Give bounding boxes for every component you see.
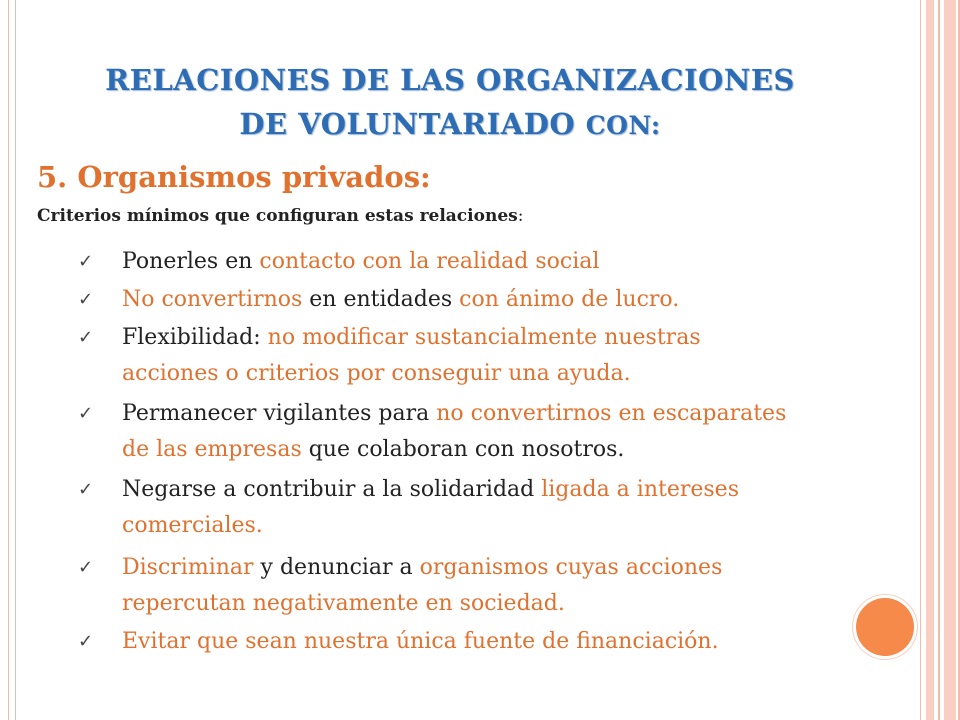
list-item [78, 244, 928, 280]
checkmark-icon: ✓ [78, 479, 94, 500]
list-item-line [122, 432, 928, 468]
left-border-decoration [8, 0, 16, 720]
slide-title [40, 58, 860, 148]
list-item-text: no modificar sustancialmente nuestras [267, 325, 701, 350]
list-item-text: Evitar que sean nuestra única fuente de financiación. [122, 629, 719, 654]
intro-text [37, 206, 523, 226]
intro-colon: : [517, 206, 524, 226]
checkmark-icon: ✓ [78, 251, 94, 272]
list-item-text: No convertirnos [122, 287, 303, 312]
list-item [78, 624, 928, 660]
list-item [78, 550, 928, 622]
criteria-list [78, 244, 928, 662]
list-item-line [122, 356, 928, 392]
list-item-text: que colaboran con nosotros. [301, 437, 625, 462]
list-item-line [122, 244, 928, 280]
list-item-text: con ánimo de lucro. [459, 287, 680, 312]
list-item-line [122, 320, 928, 356]
list-item-text: de las empresas [122, 437, 302, 462]
list-item-text: organismos cuyas acciones [419, 555, 723, 580]
list-item-line [122, 624, 928, 660]
checkmark-icon: ✓ [78, 289, 94, 310]
list-item-line [122, 508, 928, 544]
checkmark-icon: ✓ [78, 403, 94, 424]
list-item-text: contacto con la realidad social [259, 249, 600, 274]
list-item-text: Negarse a contribuir a la solidaridad [122, 477, 542, 502]
list-item [78, 396, 928, 468]
list-item-text: Ponerles en [122, 249, 260, 274]
list-item-text: Discriminar [122, 555, 254, 580]
list-item [78, 320, 928, 392]
list-item-text: comerciales. [122, 513, 263, 538]
list-item-line [122, 550, 928, 586]
intro-bold: Criterios mínimos que configuran estas relaciones [37, 206, 518, 226]
list-item-text: repercutan negativamente en sociedad. [122, 591, 565, 616]
list-item-text: en entidades [302, 287, 460, 312]
title-line-1: RELACIONES DE LAS ORGANIZACIONES [105, 63, 795, 97]
list-item-line [122, 282, 928, 318]
list-item-text: no convertirnos en escaparates [436, 401, 787, 426]
checkmark-icon: ✓ [78, 557, 94, 578]
title-line-2-small: CON: [585, 111, 661, 140]
list-item-line [122, 586, 928, 622]
list-item-line [122, 472, 928, 508]
list-item [78, 282, 928, 318]
list-item-text: y denunciar a [253, 555, 420, 580]
checkmark-icon: ✓ [78, 327, 94, 348]
list-item-text: ligada a intereses [541, 477, 739, 502]
title-line-2 [40, 102, 860, 148]
list-item-line [122, 396, 928, 432]
list-item-text: acciones o criterios por conseguir una ayuda. [122, 361, 631, 386]
title-line-2-main: DE VOLUNTARIADO [239, 107, 586, 141]
section-heading: 5. Organismos privados: [37, 160, 431, 194]
checkmark-icon: ✓ [78, 631, 94, 652]
list-item-text: Permanecer vigilantes para [122, 401, 437, 426]
list-item [78, 472, 928, 544]
list-item-text: Flexibilidad: [122, 325, 268, 350]
